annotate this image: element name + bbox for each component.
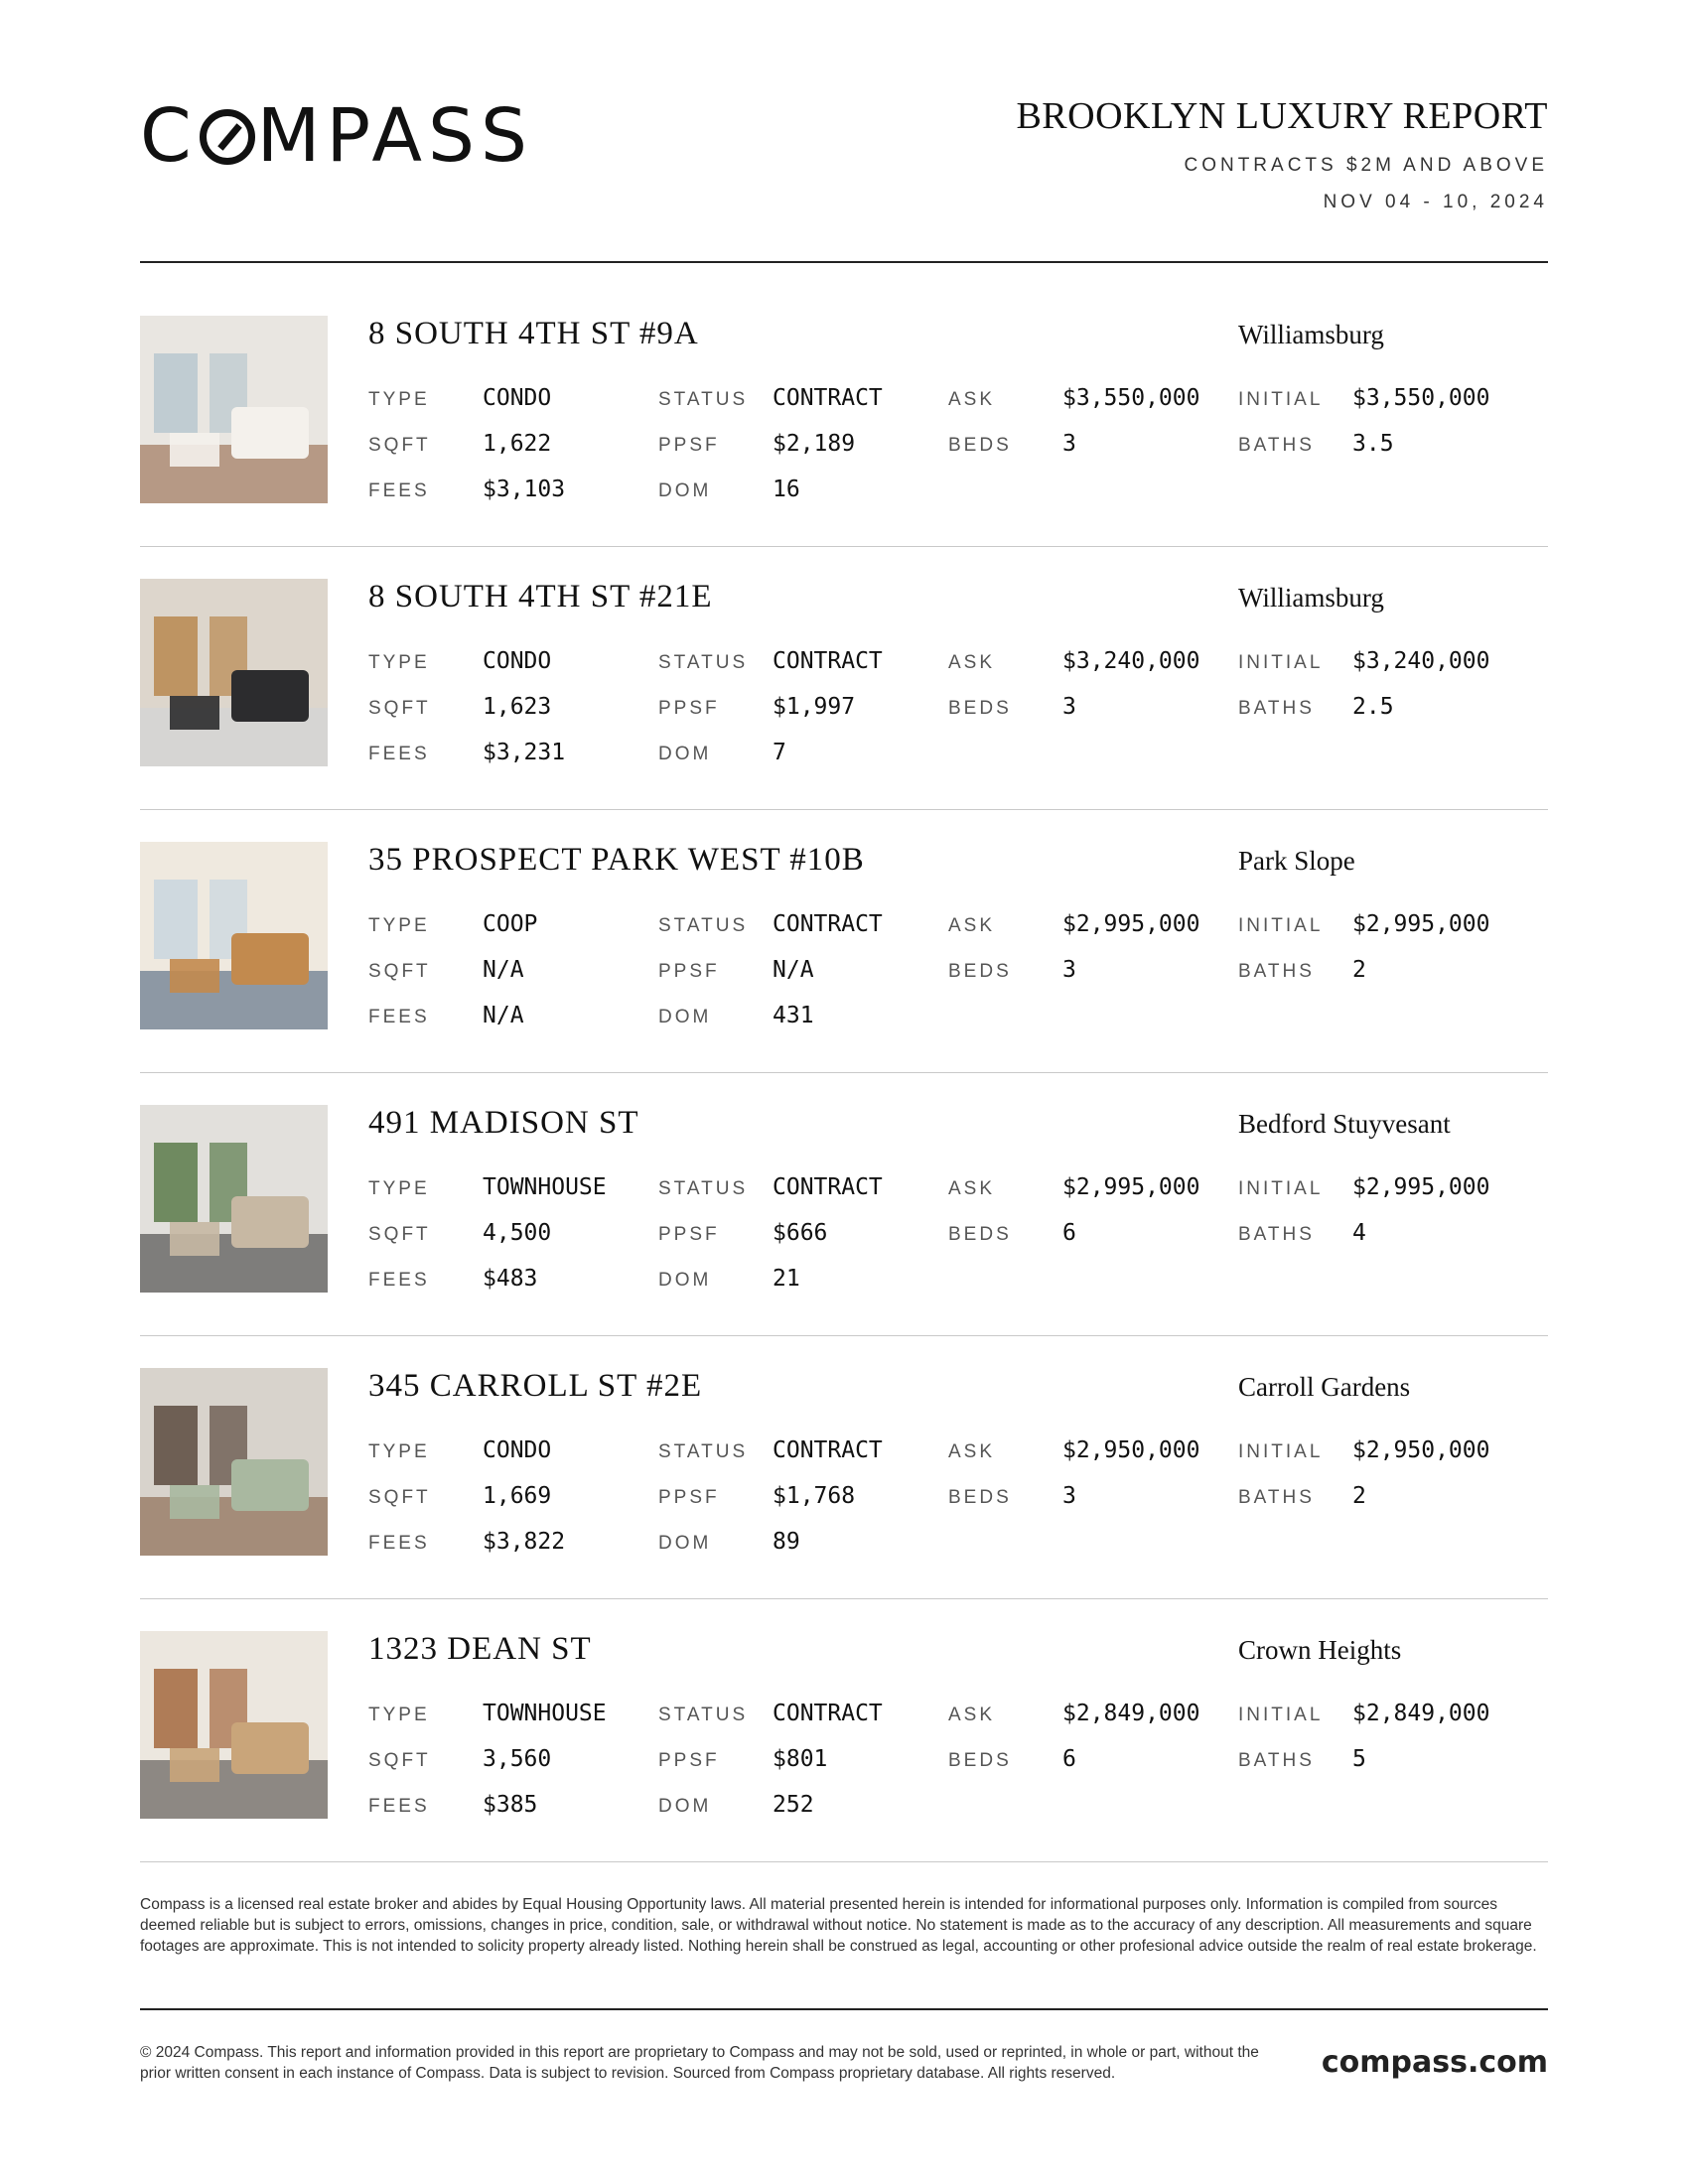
details-row: [368, 1220, 1548, 1266]
listing-neighborhood: Crown Heights: [1238, 1635, 1402, 1665]
ask-value: $2,995,000: [1062, 1174, 1200, 1200]
listing-photo[interactable]: [140, 1368, 328, 1556]
ppsf-value: $1,997: [773, 694, 856, 720]
ask-label: ASK: [948, 389, 996, 410]
dom-value: 252: [773, 1792, 814, 1818]
listing-neighborhood: Williamsburg: [1238, 320, 1384, 349]
status-label: STATUS: [658, 389, 749, 410]
sqft-label: SQFT: [368, 1487, 431, 1508]
dom-label: DOM: [658, 1796, 712, 1817]
details-row: [368, 694, 1548, 740]
sqft-label: SQFT: [368, 961, 431, 982]
status-value: CONTRACT: [773, 1174, 883, 1200]
status-label: STATUS: [658, 1705, 749, 1725]
details-row: [368, 1174, 1548, 1220]
status-label: STATUS: [658, 1178, 749, 1199]
listing-address: 8 SOUTH 4TH ST #9A: [368, 316, 699, 351]
listing-divider: [140, 809, 1548, 810]
listing-details: [368, 648, 1548, 785]
details-row: [368, 1437, 1548, 1483]
fees-label: FEES: [368, 1533, 430, 1554]
details-row: [368, 477, 1548, 522]
details-row: [368, 1003, 1548, 1048]
status-value: CONTRACT: [773, 1437, 883, 1463]
listing-photo[interactable]: [140, 316, 328, 503]
sqft-value: 1,623: [483, 694, 552, 720]
baths-value: 2: [1352, 957, 1366, 983]
sqft-value: 1,622: [483, 431, 552, 457]
type-value: CONDO: [483, 648, 552, 674]
fees-label: FEES: [368, 1007, 430, 1027]
ask-label: ASK: [948, 915, 996, 936]
listing-photo[interactable]: [140, 842, 328, 1029]
listing-address: 35 PROSPECT PARK WEST #10B: [368, 842, 865, 878]
sqft-label: SQFT: [368, 698, 431, 719]
baths-label: BATHS: [1238, 1224, 1315, 1245]
details-row: [368, 957, 1548, 1003]
beds-value: 3: [1062, 694, 1076, 720]
details-row: [368, 1792, 1548, 1838]
initial-value: $2,995,000: [1352, 1174, 1490, 1200]
initial-label: INITIAL: [1238, 1178, 1324, 1199]
initial-value: $2,995,000: [1352, 911, 1490, 937]
report-title: BROOKLYN LUXURY REPORT: [1016, 95, 1548, 137]
beds-value: 3: [1062, 1483, 1076, 1509]
sqft-value: 4,500: [483, 1220, 552, 1246]
ask-value: $3,550,000: [1062, 385, 1200, 411]
type-label: TYPE: [368, 915, 430, 936]
ppsf-label: PPSF: [658, 435, 720, 456]
listing-2: [140, 579, 1548, 842]
listing-neighborhood: Park Slope: [1238, 846, 1355, 876]
fees-value: $385: [483, 1792, 538, 1818]
baths-label: BATHS: [1238, 1487, 1315, 1508]
listing-divider: [140, 546, 1548, 547]
compass-logo: C MPASS: [140, 93, 533, 179]
beds-value: 3: [1062, 431, 1076, 457]
sqft-value: N/A: [483, 957, 524, 983]
listing-photo[interactable]: [140, 579, 328, 766]
dom-value: 16: [773, 477, 800, 502]
listing-address: 491 MADISON ST: [368, 1105, 639, 1141]
beds-value: 6: [1062, 1220, 1076, 1246]
initial-label: INITIAL: [1238, 389, 1324, 410]
baths-label: BATHS: [1238, 961, 1315, 982]
ask-value: $2,995,000: [1062, 911, 1200, 937]
dom-value: 7: [773, 740, 786, 765]
type-value: TOWNHOUSE: [483, 1701, 607, 1726]
type-value: COOP: [483, 911, 538, 937]
listing-neighborhood: Carroll Gardens: [1238, 1372, 1411, 1402]
baths-value: 4: [1352, 1220, 1366, 1246]
status-value: CONTRACT: [773, 1701, 883, 1726]
listing-address: 345 CARROLL ST #2E: [368, 1368, 703, 1404]
type-label: TYPE: [368, 1441, 430, 1462]
type-value: TOWNHOUSE: [483, 1174, 607, 1200]
baths-value: 2.5: [1352, 694, 1394, 720]
listing-address: 1323 DEAN ST: [368, 1631, 592, 1667]
listing-details: [368, 1174, 1548, 1311]
listing-4: [140, 1105, 1548, 1368]
report-subtitle: CONTRACTS $2M AND ABOVE: [1184, 155, 1548, 176]
ppsf-value: $2,189: [773, 431, 856, 457]
fees-value: $3,231: [483, 740, 566, 765]
baths-value: 3.5: [1352, 431, 1394, 457]
details-row: [368, 1701, 1548, 1746]
listing-neighborhood: Bedford Stuyvesant: [1238, 1109, 1451, 1139]
beds-label: BEDS: [948, 698, 1012, 719]
listing-photo[interactable]: [140, 1105, 328, 1293]
header-divider: [140, 261, 1548, 263]
ask-value: $3,240,000: [1062, 648, 1200, 674]
listing-divider: [140, 1598, 1548, 1599]
fees-value: $483: [483, 1266, 538, 1292]
sqft-value: 1,669: [483, 1483, 552, 1509]
report-date-range: NOV 04 - 10, 2024: [1323, 192, 1548, 212]
listing-address: 8 SOUTH 4TH ST #21E: [368, 579, 713, 614]
fees-label: FEES: [368, 1270, 430, 1291]
initial-value: $3,240,000: [1352, 648, 1490, 674]
listing-details: [368, 385, 1548, 522]
listings: [140, 316, 1548, 1894]
fees-label: FEES: [368, 744, 430, 764]
details-row: [368, 431, 1548, 477]
compass-logo-o-icon: [200, 109, 255, 165]
site-link[interactable]: compass.com: [1321, 2045, 1548, 2080]
beds-value: 3: [1062, 957, 1076, 983]
type-value: CONDO: [483, 1437, 552, 1463]
listing-details: [368, 1437, 1548, 1574]
ask-label: ASK: [948, 1441, 996, 1462]
details-row: [368, 1266, 1548, 1311]
type-label: TYPE: [368, 389, 430, 410]
dom-value: 431: [773, 1003, 814, 1028]
baths-value: 5: [1352, 1746, 1366, 1772]
dom-label: DOM: [658, 1007, 712, 1027]
baths-label: BATHS: [1238, 698, 1315, 719]
listing-1: [140, 316, 1548, 579]
listing-details: [368, 911, 1548, 1048]
sqft-label: SQFT: [368, 435, 431, 456]
ask-label: ASK: [948, 1178, 996, 1199]
ppsf-label: PPSF: [658, 961, 720, 982]
details-row: [368, 911, 1548, 957]
footer-divider: [140, 2008, 1548, 2010]
ppsf-value: $666: [773, 1220, 828, 1246]
sqft-label: SQFT: [368, 1224, 431, 1245]
type-label: TYPE: [368, 652, 430, 673]
status-value: CONTRACT: [773, 911, 883, 937]
dom-label: DOM: [658, 744, 712, 764]
beds-label: BEDS: [948, 1487, 1012, 1508]
status-label: STATUS: [658, 652, 749, 673]
details-row: [368, 1529, 1548, 1574]
ppsf-label: PPSF: [658, 1487, 720, 1508]
sqft-label: SQFT: [368, 1750, 431, 1771]
details-row: [368, 1746, 1548, 1792]
ask-value: $2,849,000: [1062, 1701, 1200, 1726]
type-value: CONDO: [483, 385, 552, 411]
baths-value: 2: [1352, 1483, 1366, 1509]
listing-6: [140, 1631, 1548, 1894]
ask-label: ASK: [948, 652, 996, 673]
report-header: [1016, 97, 1548, 213]
listing-neighborhood: Williamsburg: [1238, 583, 1384, 613]
beds-label: BEDS: [948, 435, 1012, 456]
initial-label: INITIAL: [1238, 915, 1324, 936]
fees-value: $3,822: [483, 1529, 566, 1555]
listing-5: [140, 1368, 1548, 1631]
type-label: TYPE: [368, 1178, 430, 1199]
initial-value: $2,849,000: [1352, 1701, 1490, 1726]
status-value: CONTRACT: [773, 648, 883, 674]
type-label: TYPE: [368, 1705, 430, 1725]
listing-photo[interactable]: [140, 1631, 328, 1819]
listing-3: [140, 842, 1548, 1105]
status-label: STATUS: [658, 1441, 749, 1462]
fees-value: $3,103: [483, 477, 566, 502]
beds-label: BEDS: [948, 1224, 1012, 1245]
dom-value: 89: [773, 1529, 800, 1555]
listing-details: [368, 1701, 1548, 1838]
beds-label: BEDS: [948, 1750, 1012, 1771]
baths-label: BATHS: [1238, 435, 1315, 456]
details-row: [368, 1483, 1548, 1529]
disclaimer-text: Compass is a licensed real estate broker and abides by Equal Housing Opportunity laws. All material presented herein is intended for informational purposes only. Information is compiled from sources deemed reliable but is subject to errors, omissions, changes in price, condition, sale, or withdrawal without notice. No statement is made as to the accuracy of any description. All measurements and square footages are approximate. This is not intended to solicity property already listed. Nothing herein shall be construed as legal, accounting or other profesional advice outside the realm of real estate brokerage.: [140, 1896, 1537, 1955]
status-label: STATUS: [658, 915, 749, 936]
initial-value: $3,550,000: [1352, 385, 1490, 411]
ppsf-value: $801: [773, 1746, 828, 1772]
dom-value: 21: [773, 1266, 800, 1292]
fees-value: N/A: [483, 1003, 524, 1028]
ppsf-label: PPSF: [658, 698, 720, 719]
copyright-text: © 2024 Compass. This report and information provided in this report are proprietary to Compass and may not be sold, used or reprinted, in whole or part, without the prior written consent in each instance of Compass. Data is subject to revision. Sourced from Compass proprietary database. All rights reserved.: [140, 2044, 1259, 2082]
initial-value: $2,950,000: [1352, 1437, 1490, 1463]
fees-label: FEES: [368, 1796, 430, 1817]
dom-label: DOM: [658, 1533, 712, 1554]
details-row: [368, 648, 1548, 694]
sqft-value: 3,560: [483, 1746, 552, 1772]
details-row: [368, 740, 1548, 785]
ppsf-value: N/A: [773, 957, 814, 983]
initial-label: INITIAL: [1238, 1705, 1324, 1725]
listing-divider: [140, 1072, 1548, 1073]
ppsf-label: PPSF: [658, 1224, 720, 1245]
baths-label: BATHS: [1238, 1750, 1315, 1771]
beds-value: 6: [1062, 1746, 1076, 1772]
listing-divider: [140, 1861, 1548, 1862]
dom-label: DOM: [658, 1270, 712, 1291]
ask-label: ASK: [948, 1705, 996, 1725]
fees-label: FEES: [368, 480, 430, 501]
initial-label: INITIAL: [1238, 1441, 1324, 1462]
dom-label: DOM: [658, 480, 712, 501]
ask-value: $2,950,000: [1062, 1437, 1200, 1463]
status-value: CONTRACT: [773, 385, 883, 411]
ppsf-label: PPSF: [658, 1750, 720, 1771]
initial-label: INITIAL: [1238, 652, 1324, 673]
details-row: [368, 385, 1548, 431]
ppsf-value: $1,768: [773, 1483, 856, 1509]
beds-label: BEDS: [948, 961, 1012, 982]
report-page: [140, 0, 1548, 2184]
listing-divider: [140, 1335, 1548, 1336]
